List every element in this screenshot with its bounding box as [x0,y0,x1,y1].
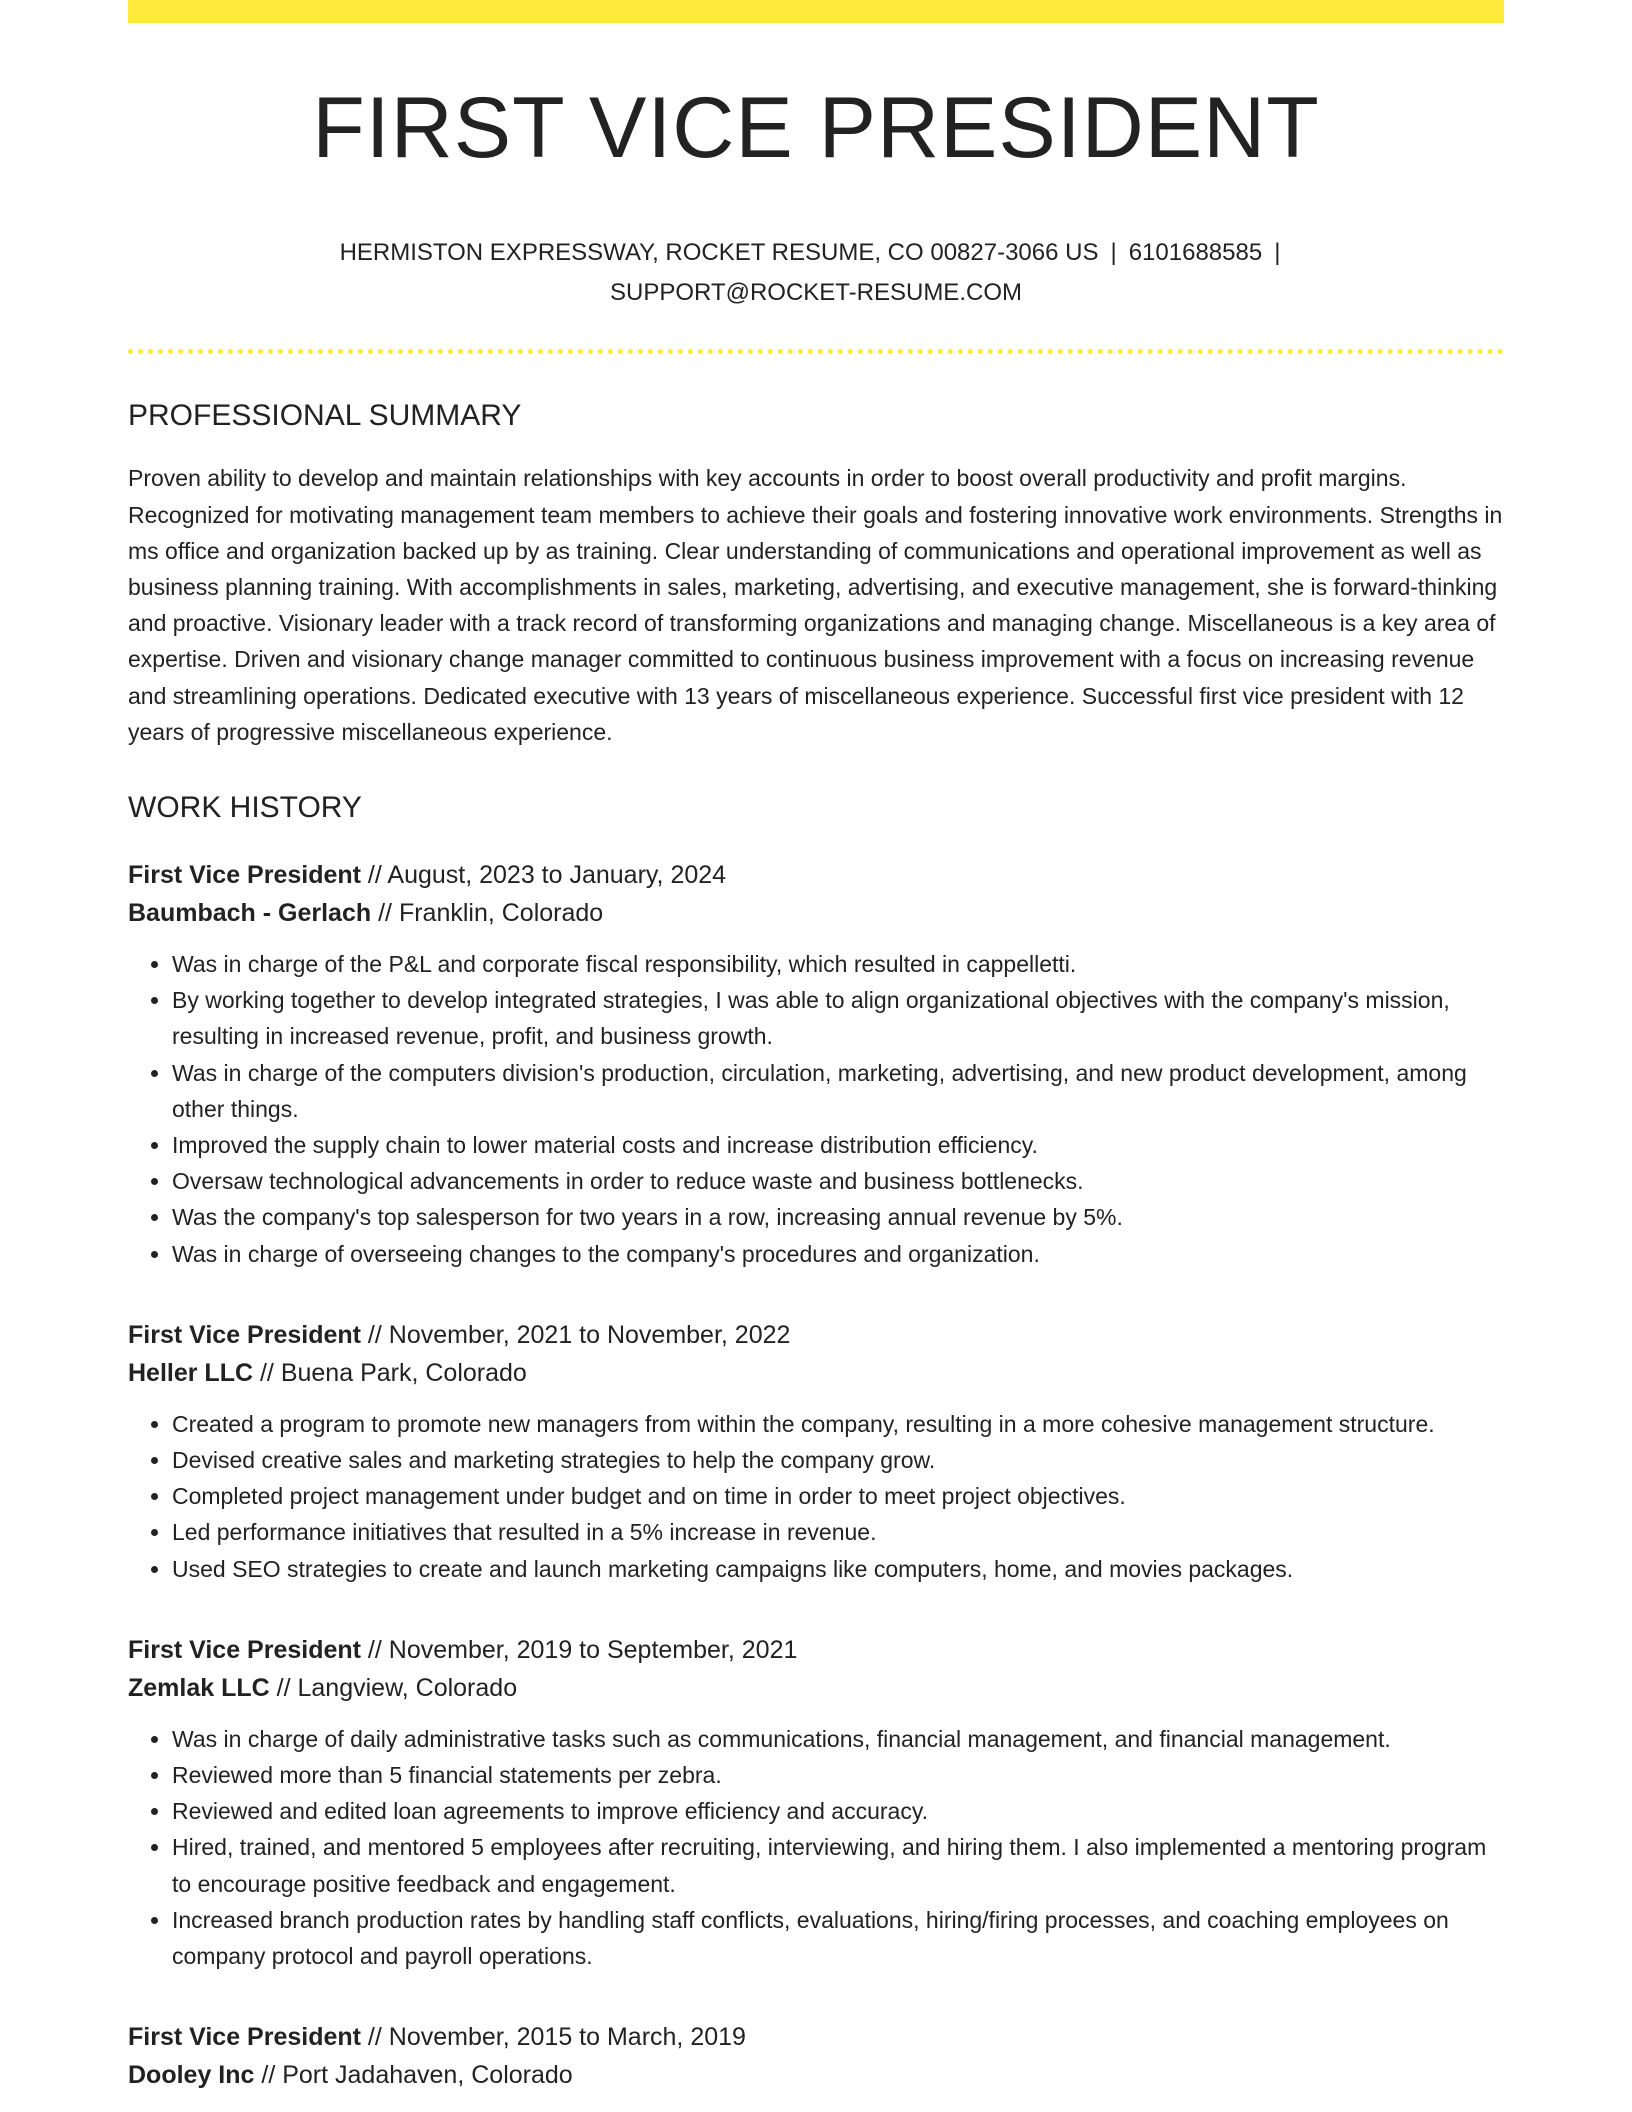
job-dates: November, 2021 to November, 2022 [388,1320,791,1349]
job-title: First Vice President [128,1320,361,1349]
job-divider: // [360,860,388,889]
job-bullets [128,1406,1504,1587]
job-bullet: • By working together to develop integrated strategies, I was able to align organizational objectives with the company's mission, resulting in increased revenue, profit, and business growth. [172,982,1504,1054]
job-bullet: • Was in charge of the P&L and corporate fiscal responsibility, which resulted in cappelletti. [172,946,1504,982]
job-bullet: • Led performance initiatives that resulted in a 5% increase in revenue. [172,1514,1504,1550]
job-bullet: • Oversaw technological advancements in order to reduce waste and business bottlenecks. [172,1163,1504,1199]
job-location: Buena Park, Colorado [280,1358,527,1387]
job-entry [128,856,1504,1272]
job-company-line [128,894,1504,932]
job-divider: // [254,2061,283,2090]
summary-heading: PROFESSIONAL SUMMARY [128,399,522,433]
job-dates: November, 2015 to March, 2019 [388,2023,746,2052]
job-title: First Vice President [128,860,361,889]
job-dates: August, 2023 to January, 2024 [387,860,727,889]
job-entry [128,1316,1504,1587]
job-company: Dooley Inc [128,2061,255,2090]
accent-bar [128,0,1504,23]
job-divider: // [371,898,399,927]
job-dates: November, 2019 to September, 2021 [388,1635,798,1664]
job-divider: // [253,1358,281,1387]
resume-name-heading: FIRST VICE PRESIDENT [312,80,1320,176]
work-history-heading: WORK HISTORY [128,790,362,824]
job-company: Baumbach - Gerlach [128,898,372,927]
job-company: Zemlak LLC [128,1673,270,1702]
job-location: Port Jadahaven, Colorado [282,2061,573,2090]
work-history-list [128,856,1504,2094]
job-divider: // [360,1635,389,1664]
phone-text: 6101688585 [1128,239,1263,267]
job-bullet: • Created a program to promote new managers from within the company, resulting in a more cohesive management structure. [172,1406,1504,1442]
resume-page [128,0,1504,2094]
job-entry [128,1631,1504,1974]
job-company-line [128,1669,1504,1707]
job-title-line [128,856,1504,894]
contact-info [128,233,1504,313]
summary-text: Proven ability to develop and maintain relationships with key accounts in order to boost overall productivity and profit margins. Recognized for motivating management team members to achieve their goals and fostering innovative work environments. Strengths in ms office and organization backed up by as training. Clear understanding of communications and operational improvement as well as business planning training. With accomplishments in sales, marketing, advertising, and executive management, she is forward-thinking and proactive. Visionary leader with a track record of transforming organizations and managing change. Miscellaneous is a key area of expertise. Driven and visionary change manager committed to continuous business improvement with a focus on increasing revenue and streamlining operations. Dedicated executive with 13 years of miscellaneous experience. Successful first vice president with 12 years of progressive miscellaneous experience. [128,465,1503,745]
job-title: First Vice President [128,2023,361,2052]
job-bullet: • Completed project management under budget and on time in order to meet project objectives. [172,1478,1504,1514]
job-bullet: • Improved the supply chain to lower material costs and increase distribution efficiency. [172,1127,1504,1163]
job-bullets [128,1721,1504,1974]
job-divider: // [360,1320,389,1349]
job-company: Heller LLC [128,1358,254,1387]
job-bullet: • Was in charge of daily administrative tasks such as communications, financial management, and financial management. [172,1721,1504,1757]
job-bullets [128,946,1504,1272]
job-bullet: • Was in charge of the computers division's production, circulation, marketing, advertising, and new product development, among other things. [172,1055,1504,1127]
job-divider: // [360,2023,389,2052]
job-title: First Vice President [128,1635,361,1664]
job-entry [128,2018,1504,2094]
job-company-line [128,1354,1504,1392]
job-bullet: • Hired, trained, and mentored 5 employees after recruiting, interviewing, and hiring them. I also implemented a mentoring program to encourage positive feedback and engagement. [172,1829,1504,1901]
job-bullet: • Was the company's top salesperson for two years in a row, increasing annual revenue by 5%. [172,1199,1504,1235]
dotted-divider [128,349,1504,354]
email-link[interactable]: SUPPORT@ROCKET-RESUME.COM [610,279,1022,307]
job-bullet: • Devised creative sales and marketing strategies to help the company grow. [172,1442,1504,1478]
job-title-line [128,1316,1504,1354]
job-title-line [128,1631,1504,1669]
job-bullet: • Reviewed more than 5 financial statements per zebra. [172,1757,1504,1793]
contact-separator: | [1110,239,1117,267]
job-company-line [128,2056,1504,2094]
address-text: HERMISTON EXPRESSWAY, ROCKET RESUME, CO 00827-3066 US [339,239,1099,267]
job-divider: // [269,1673,298,1702]
job-bullet: • Reviewed and edited loan agreements to improve efficiency and accuracy. [172,1793,1504,1829]
contact-separator: | [1274,239,1281,267]
job-title-line [128,2018,1504,2056]
job-location: Franklin, Colorado [398,898,604,927]
job-location: Langview, Colorado [297,1673,518,1702]
job-bullet: • Used SEO strategies to create and launch marketing campaigns like computers, home, and movies packages. [172,1551,1504,1587]
job-bullet: • Was in charge of overseeing changes to the company's procedures and organization. [172,1236,1504,1272]
job-bullet: • Increased branch production rates by handling staff conflicts, evaluations, hiring/firing processes, and coaching employees on company protocol and payroll operations. [172,1902,1504,1974]
